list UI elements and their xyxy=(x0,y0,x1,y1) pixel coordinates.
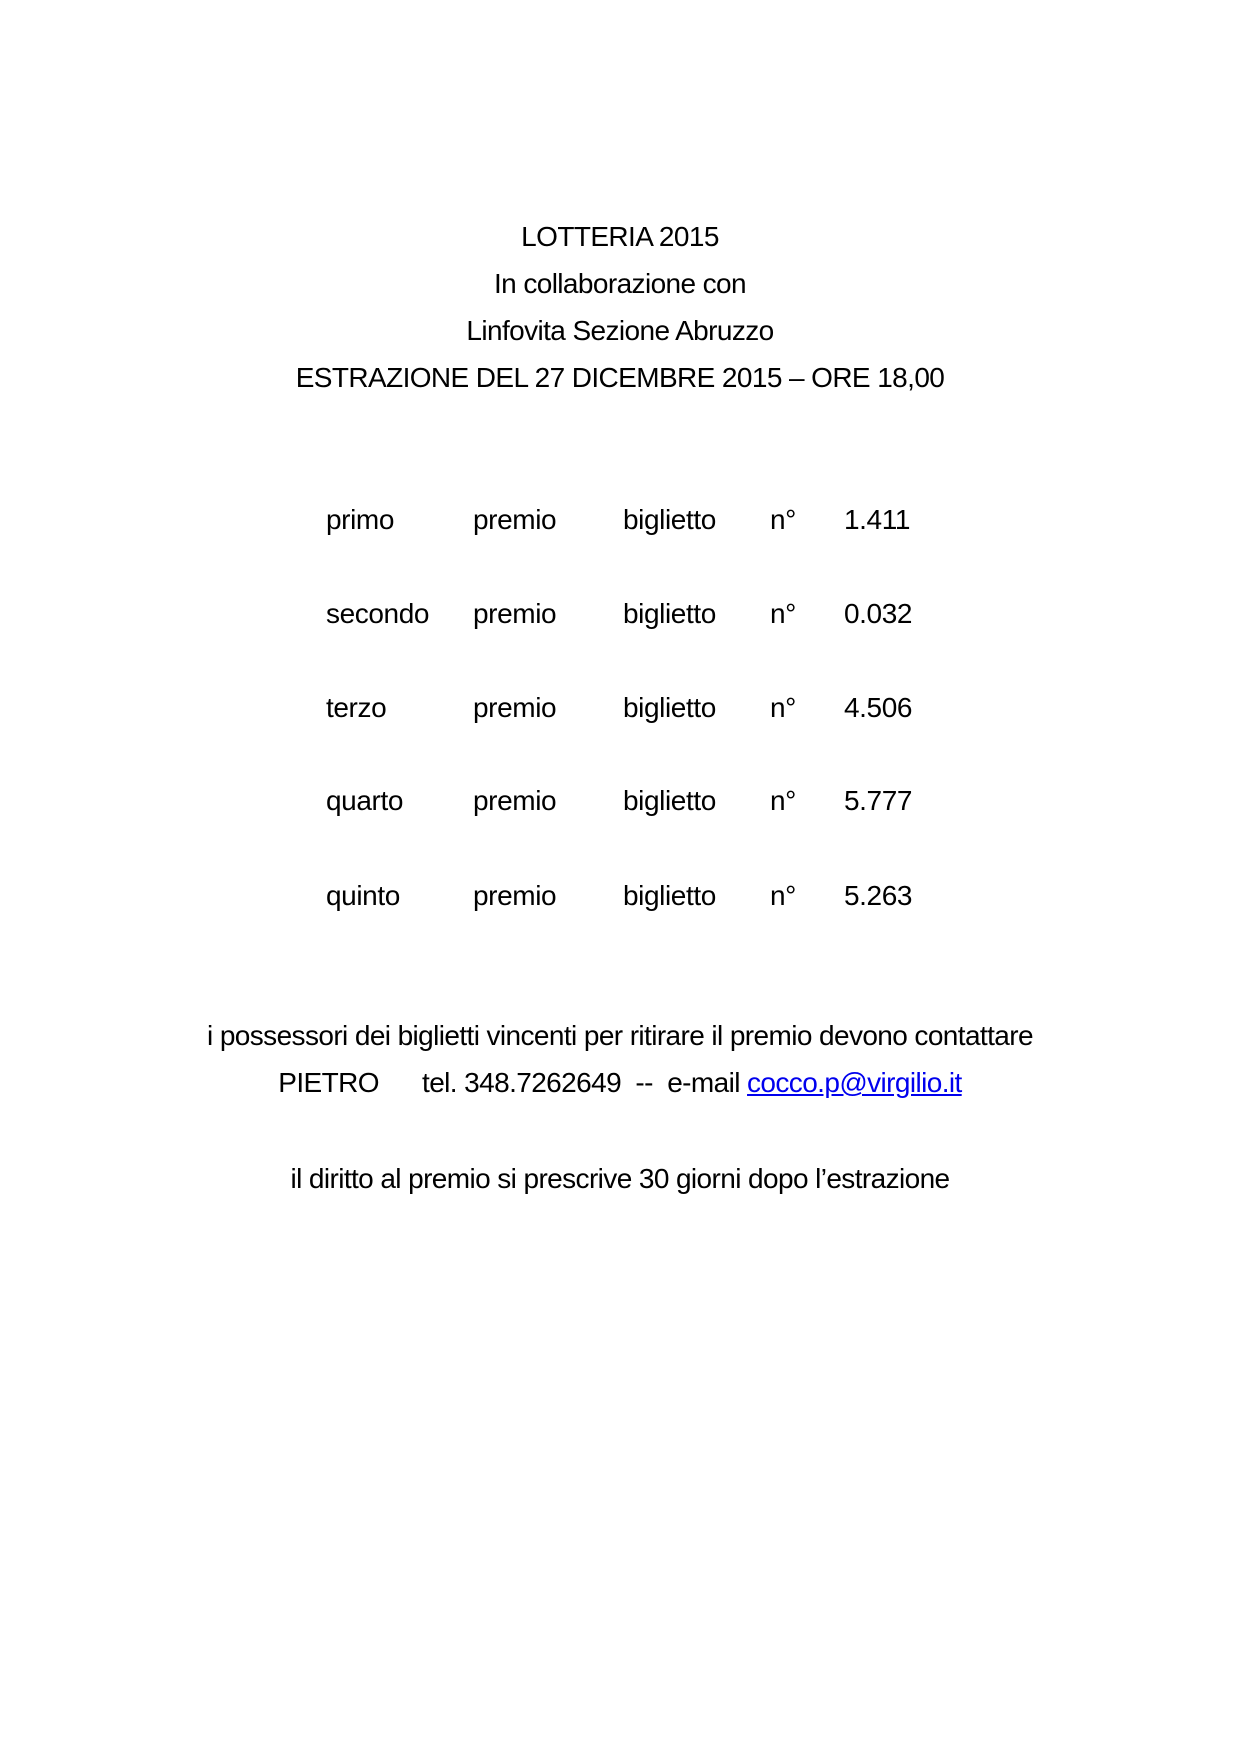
prize-rank: primo xyxy=(326,504,395,535)
prize-label: premio xyxy=(473,504,557,535)
prize-label: premio xyxy=(473,598,557,629)
prize-rank: quarto xyxy=(326,785,403,816)
prize-rank: quinto xyxy=(326,880,400,911)
prize-row xyxy=(0,691,1240,725)
prize-expiry-note: il diritto al premio si prescrive 30 giorni dopo l’estrazione xyxy=(290,1163,950,1194)
contact-instructions: i possessori dei biglietti vincenti per ritirare il premio devono contattare xyxy=(207,1020,1033,1051)
prize-label: premio xyxy=(473,880,557,911)
email-link[interactable]: cocco.p@virgilio.it xyxy=(747,1067,962,1098)
ticket-label: biglietto xyxy=(623,598,716,629)
ticket-number: 0.032 xyxy=(844,598,913,629)
prize-label: premio xyxy=(473,692,557,723)
number-label: n° xyxy=(770,692,796,723)
number-label: n° xyxy=(770,598,796,629)
organization: Linfovita Sezione Abruzzo xyxy=(466,315,774,346)
document-title: LOTTERIA 2015 xyxy=(521,221,719,252)
number-label: n° xyxy=(770,504,796,535)
draw-info: ESTRAZIONE DEL 27 DICEMBRE 2015 – ORE 18,00 xyxy=(295,362,945,393)
number-label: n° xyxy=(770,880,796,911)
prize-label: premio xyxy=(473,785,557,816)
contact-phone: tel. 348.7262649 -- e-mail xyxy=(422,1067,748,1098)
prize-rank: terzo xyxy=(326,692,387,723)
ticket-number: 1.411 xyxy=(844,504,910,535)
ticket-number: 5.263 xyxy=(844,880,913,911)
subtitle: In collaborazione con xyxy=(493,268,747,299)
prize-row xyxy=(0,597,1240,631)
contact-name: PIETRO xyxy=(278,1067,379,1098)
number-label: n° xyxy=(770,785,796,816)
ticket-label: biglietto xyxy=(623,880,716,911)
prize-row xyxy=(0,503,1240,537)
ticket-label: biglietto xyxy=(623,504,716,535)
ticket-label: biglietto xyxy=(623,692,716,723)
prize-row xyxy=(0,879,1240,913)
ticket-number: 4.506 xyxy=(844,692,913,723)
prize-rank: secondo xyxy=(326,598,430,629)
contact-line xyxy=(0,1066,1240,1100)
prize-row xyxy=(0,784,1240,818)
ticket-label: biglietto xyxy=(623,785,716,816)
ticket-number: 5.777 xyxy=(844,785,913,816)
